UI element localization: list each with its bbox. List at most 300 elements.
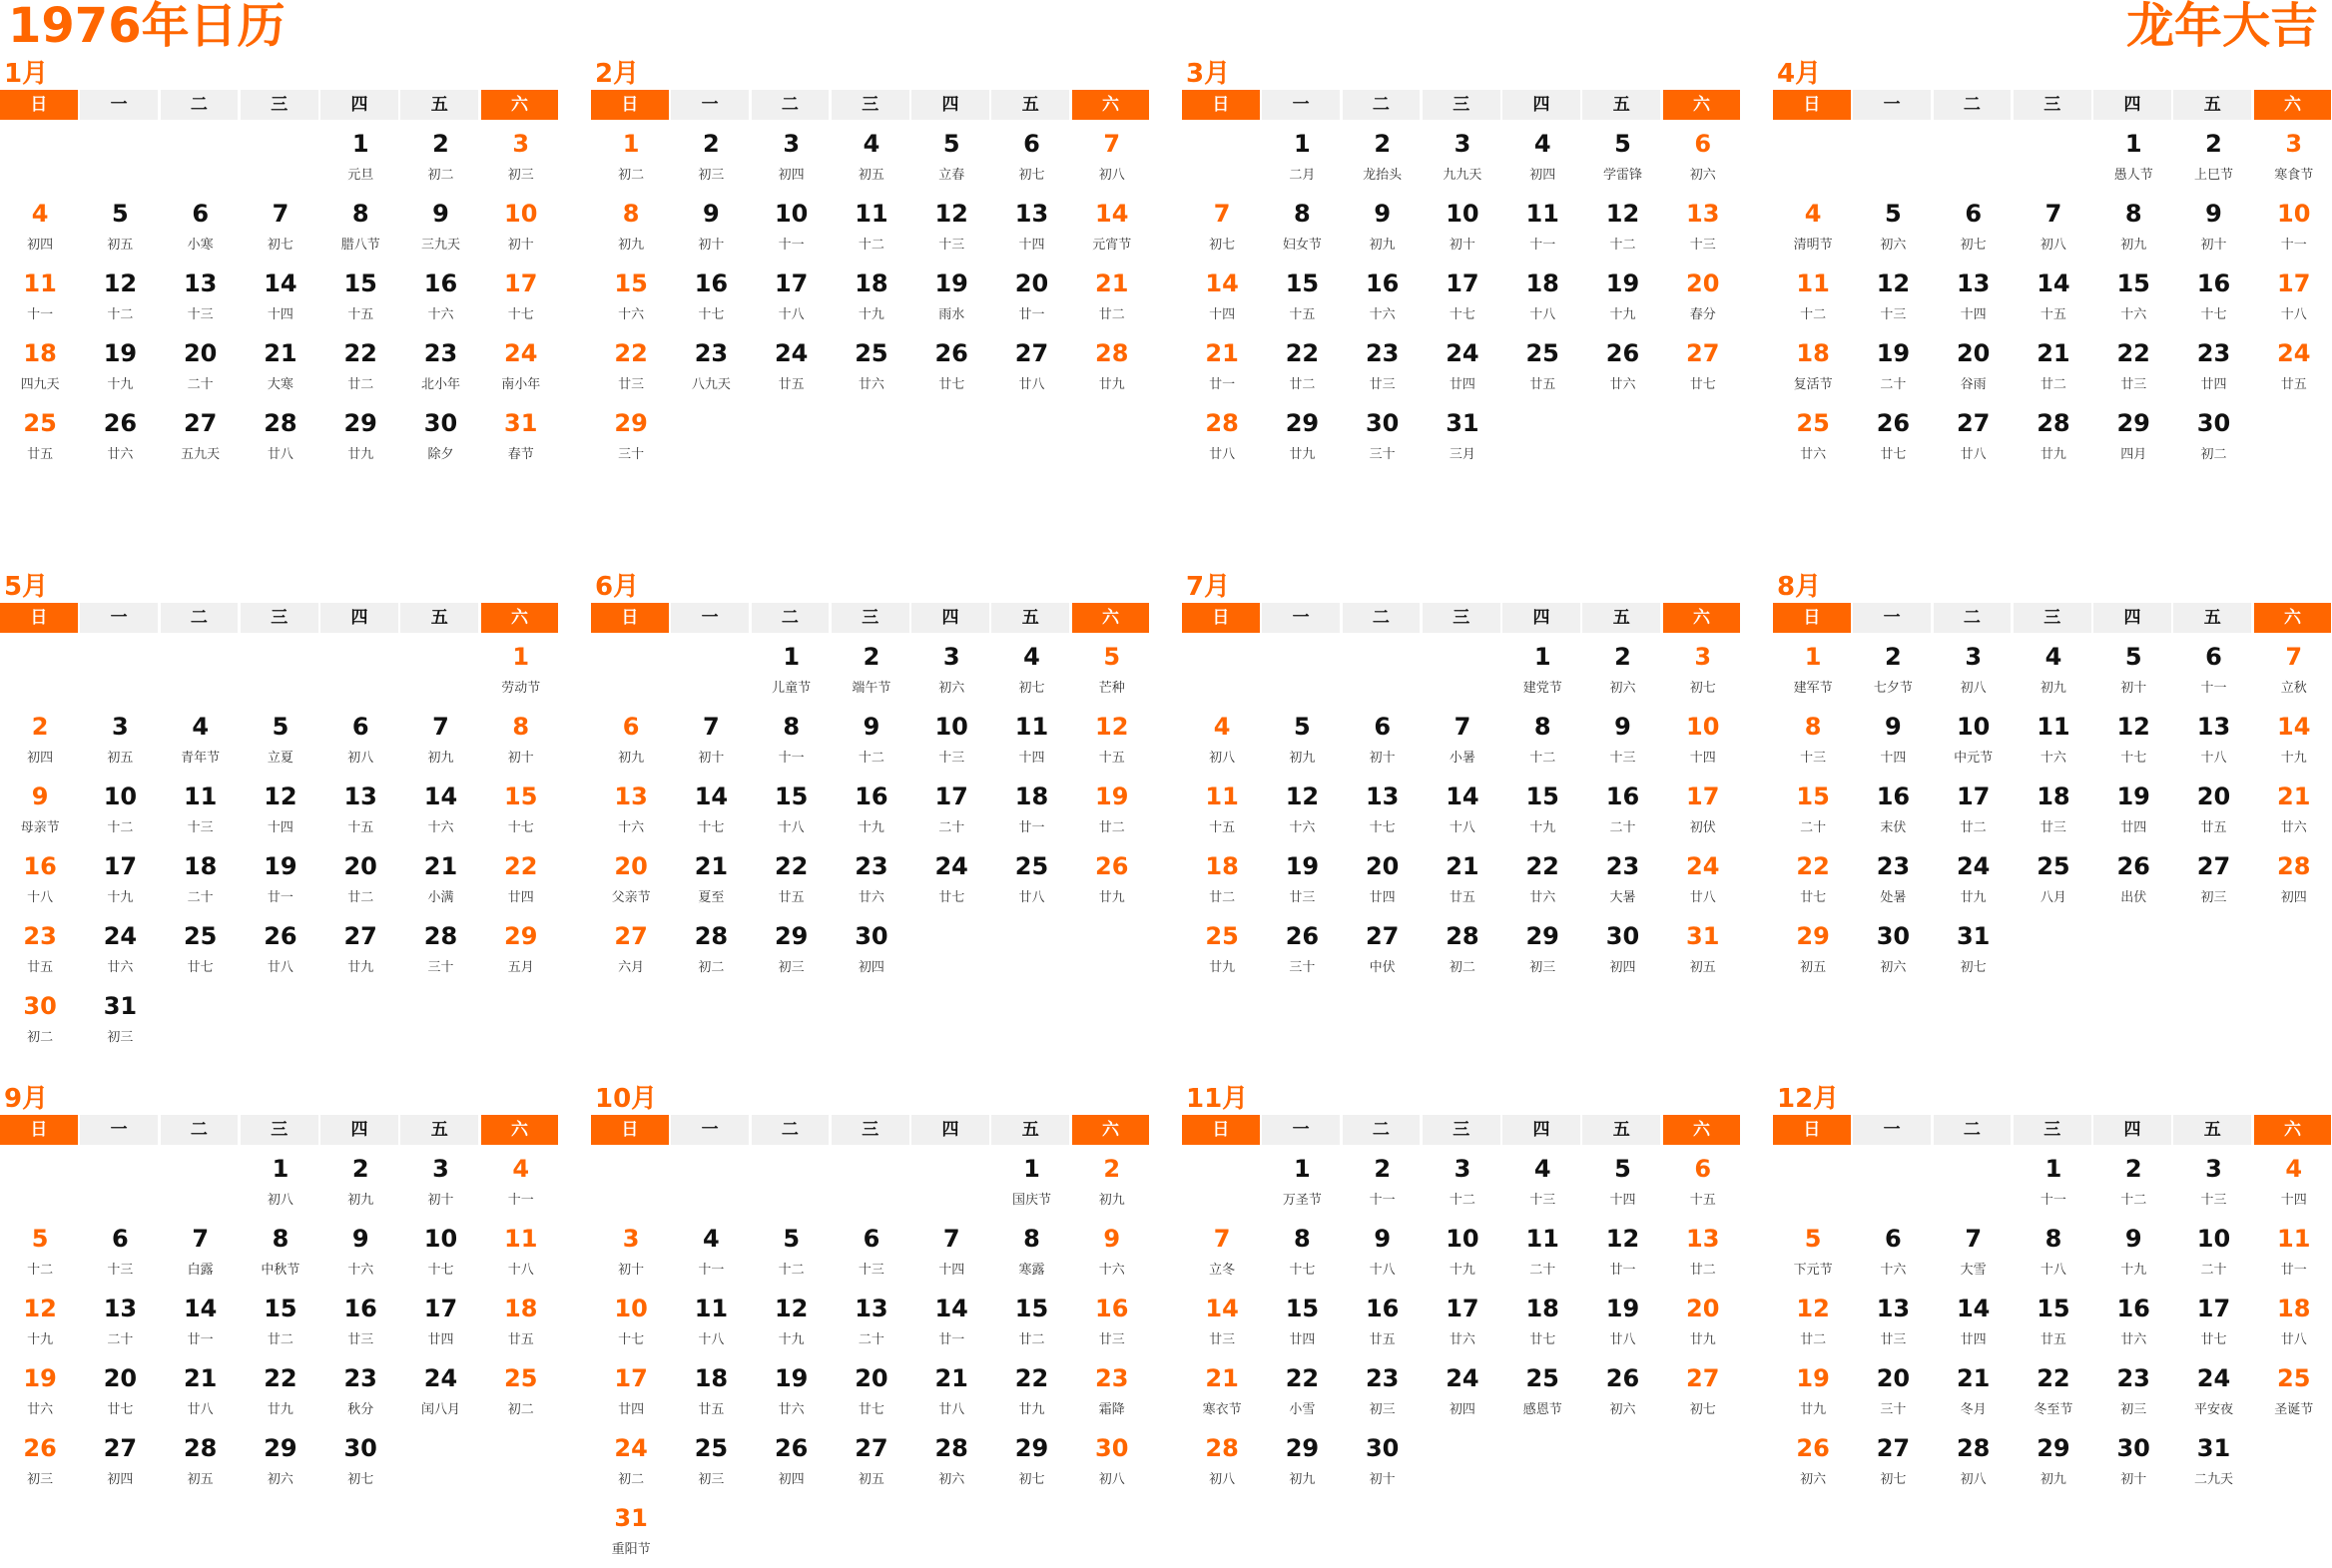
day-cell <box>1663 637 1743 707</box>
day-number: 17 <box>1446 269 1479 297</box>
day-number: 12 <box>1095 713 1129 741</box>
lunar-label: 春节 <box>507 447 534 462</box>
day-number: 14 <box>934 1295 968 1322</box>
day-number: 11 <box>694 1295 729 1322</box>
lunar-label: 南小年 <box>501 377 541 392</box>
day-cell <box>320 333 400 403</box>
day-cell <box>1343 403 1423 473</box>
day-number: 13 <box>103 1295 138 1322</box>
day-number: 26 <box>2116 852 2150 880</box>
day-cell <box>1182 1428 1262 1498</box>
day-cell <box>1934 707 2014 777</box>
day-number: 6 <box>2205 643 2222 671</box>
day-cell <box>1423 916 1502 986</box>
weekday-cell: 五 <box>991 90 1069 120</box>
day-number: 9 <box>1103 1225 1121 1253</box>
lunar-label: 廿七 <box>938 890 965 905</box>
day-number: 31 <box>504 409 538 437</box>
day-number: 18 <box>1205 852 1239 880</box>
lunar-label: 三十 <box>1289 960 1316 975</box>
day-cell <box>2254 263 2332 333</box>
day-cell <box>2254 1149 2332 1219</box>
day-cell <box>1582 707 1662 777</box>
day-cell <box>80 986 160 1056</box>
day-number: 28 <box>264 409 297 437</box>
day-number: 14 <box>1956 1295 1991 1322</box>
day-cell <box>400 1149 480 1219</box>
lunar-label: 十一 <box>2040 1193 2066 1208</box>
day-cell <box>1262 1428 1342 1498</box>
weekday-cell: 二 <box>752 90 830 120</box>
lunar-label: 十三 <box>938 751 965 766</box>
day-number: 29 <box>774 922 809 950</box>
day-cell <box>0 403 80 473</box>
day-cell <box>2014 403 2093 473</box>
day-cell <box>2254 124 2332 194</box>
lunar-label: 重阳节 <box>611 1542 651 1557</box>
day-number: 5 <box>112 200 129 228</box>
day-cell <box>2093 637 2173 707</box>
day-cell <box>1343 707 1423 777</box>
day-number: 26 <box>1605 1364 1640 1392</box>
day-number: 16 <box>2196 269 2231 297</box>
day-cell <box>481 846 561 916</box>
month-label: 7月 <box>1186 572 1231 602</box>
weekday-cell: 五 <box>2173 90 2251 120</box>
lunar-label: 霜降 <box>1098 1402 1125 1417</box>
lunar-label: 五月 <box>507 960 534 975</box>
day-number: 26 <box>1285 922 1320 950</box>
day-cell <box>752 263 832 333</box>
lunar-label: 十四 <box>1880 751 1907 766</box>
day-number: 14 <box>2037 269 2070 297</box>
day-number: 23 <box>23 922 57 950</box>
lunar-label: 初十 <box>2200 238 2227 253</box>
day-cell <box>400 124 480 194</box>
lunar-label: 十九 <box>778 1332 805 1347</box>
weekday-cell: 三 <box>241 90 318 120</box>
day-cell <box>1502 1219 1582 1289</box>
lunar-label: 八月 <box>2040 890 2066 905</box>
day-cell <box>2014 777 2093 846</box>
day-cell <box>161 403 241 473</box>
lunar-label: 廿四 <box>427 1332 454 1347</box>
day-number: 11 <box>1796 269 1830 297</box>
day-number: 27 <box>1876 1434 1911 1462</box>
day-number: 7 <box>1213 1225 1231 1253</box>
day-number: 24 <box>103 922 138 950</box>
month-11 <box>1182 1083 1743 1498</box>
lunar-label: 三十 <box>618 447 645 462</box>
lunar-label: 廿七 <box>107 1402 134 1417</box>
weekday-cell: 日 <box>0 1115 78 1145</box>
lunar-label: 清明节 <box>1793 238 1833 253</box>
day-number: 20 <box>103 1364 138 1392</box>
day-cell <box>0 777 80 846</box>
day-cell <box>2254 1358 2332 1428</box>
weekday-cell: 四 <box>911 90 989 120</box>
day-cell <box>1582 194 1662 263</box>
day-cell <box>2014 1358 2093 1428</box>
lunar-label: 十八 <box>1369 1263 1396 1278</box>
day-number: 3 <box>1454 1155 1471 1183</box>
day-cell <box>752 1428 832 1498</box>
lunar-label: 廿二 <box>1098 307 1125 322</box>
day-cell <box>911 124 991 194</box>
lunar-label: 八九天 <box>691 377 731 392</box>
empty-cell <box>1343 637 1423 707</box>
day-number: 9 <box>1374 200 1392 228</box>
day-cell <box>241 707 320 777</box>
lunar-label: 廿六 <box>107 447 134 462</box>
day-number: 23 <box>1365 339 1400 367</box>
lunar-label: 初四 <box>1609 960 1636 975</box>
day-cell <box>0 1289 80 1358</box>
day-cell <box>2173 1428 2253 1498</box>
lunar-label: 大雪 <box>1960 1263 1987 1278</box>
weekday-cell: 一 <box>671 1115 749 1145</box>
lunar-label: 十五 <box>1098 751 1125 766</box>
day-cell <box>161 707 241 777</box>
day-cell <box>1663 333 1743 403</box>
weekday-cell: 三 <box>832 603 909 633</box>
day-cell <box>320 1428 400 1498</box>
lunar-label: 劳动节 <box>501 681 541 696</box>
lunar-label: 廿五 <box>2280 377 2307 392</box>
day-number: 4 <box>2044 643 2062 671</box>
lunar-label: 三十 <box>1369 447 1396 462</box>
day-cell <box>1582 124 1662 194</box>
day-number: 25 <box>1205 922 1239 950</box>
day-cell <box>1262 1219 1342 1289</box>
day-cell <box>752 194 832 263</box>
day-number: 16 <box>855 783 888 810</box>
day-number: 17 <box>1686 783 1720 810</box>
day-number: 14 <box>1095 200 1129 228</box>
day-cell <box>481 1149 561 1219</box>
day-grid <box>1182 637 1743 986</box>
day-number: 17 <box>2277 269 2311 297</box>
lunar-label: 廿九 <box>1689 1332 1716 1347</box>
lunar-label: 十三 <box>1880 307 1907 322</box>
month-3 <box>1182 58 1743 473</box>
day-number: 10 <box>103 783 138 810</box>
day-cell <box>80 1428 160 1498</box>
day-number: 22 <box>1014 1364 1049 1392</box>
lunar-label: 十二 <box>1609 238 1636 253</box>
lunar-label: 初伏 <box>1689 820 1716 835</box>
lunar-label: 十九 <box>2280 751 2307 766</box>
lunar-label: 十七 <box>507 307 534 322</box>
month-4 <box>1773 58 2332 473</box>
lunar-label: 廿九 <box>1098 377 1125 392</box>
day-cell <box>0 846 80 916</box>
lunar-label: 初四 <box>2280 890 2307 905</box>
empty-cell <box>161 124 241 194</box>
lunar-label: 廿九 <box>347 960 374 975</box>
day-number: 11 <box>1205 783 1239 810</box>
day-cell <box>2173 1289 2253 1358</box>
day-number: 25 <box>855 339 888 367</box>
lunar-label: 二十 <box>187 377 214 392</box>
day-cell <box>80 777 160 846</box>
day-number: 12 <box>1285 783 1320 810</box>
day-cell <box>1423 403 1502 473</box>
lunar-label: 初九 <box>618 238 645 253</box>
day-number: 22 <box>343 339 377 367</box>
day-cell <box>320 1289 400 1358</box>
day-number: 21 <box>1956 1364 1991 1392</box>
day-grid <box>591 124 1152 473</box>
lunar-label: 初五 <box>1689 960 1716 975</box>
day-number: 21 <box>2277 783 2311 810</box>
day-cell <box>832 707 911 777</box>
day-cell <box>161 777 241 846</box>
lunar-label: 十五 <box>1209 820 1236 835</box>
day-cell <box>481 707 561 777</box>
lunar-label: 廿九 <box>1289 447 1316 462</box>
lunar-label: 四九天 <box>20 377 60 392</box>
day-number: 24 <box>2196 1364 2231 1392</box>
lunar-label: 廿二 <box>347 377 374 392</box>
empty-cell <box>0 124 80 194</box>
lunar-label: 十六 <box>1098 1263 1125 1278</box>
lunar-label: 初十 <box>698 238 725 253</box>
day-number: 4 <box>1023 643 1040 671</box>
day-cell <box>161 263 241 333</box>
lunar-label: 小满 <box>427 890 454 905</box>
day-cell <box>591 1498 671 1568</box>
lunar-label: 初十 <box>427 1193 454 1208</box>
lunar-label: 末伏 <box>1880 820 1907 835</box>
day-number: 28 <box>2277 852 2311 880</box>
weekday-cell: 一 <box>80 603 158 633</box>
lunar-label: 初四 <box>858 960 884 975</box>
lunar-label: 廿一 <box>1209 377 1236 392</box>
day-number: 27 <box>1014 339 1049 367</box>
day-cell <box>1343 1289 1423 1358</box>
day-number: 4 <box>863 130 880 158</box>
day-cell <box>591 846 671 916</box>
empty-cell <box>1934 1149 2014 1219</box>
lunar-label: 十三 <box>938 238 965 253</box>
lunar-label: 十三 <box>1800 751 1827 766</box>
day-number: 19 <box>23 1364 57 1392</box>
day-number: 25 <box>694 1434 729 1462</box>
day-number: 3 <box>112 713 129 741</box>
day-cell <box>1934 1219 2014 1289</box>
day-number: 10 <box>423 1225 458 1253</box>
lunar-label: 廿八 <box>267 960 293 975</box>
weekday-cell: 六 <box>1663 1115 1741 1145</box>
day-number: 1 <box>1804 643 1822 671</box>
lunar-label: 初五 <box>107 238 134 253</box>
lunar-label: 大寒 <box>267 377 293 392</box>
lunar-label: 十三 <box>2200 1193 2227 1208</box>
day-cell <box>320 403 400 473</box>
lunar-label: 初二 <box>1449 960 1475 975</box>
day-cell <box>2173 1149 2253 1219</box>
day-cell <box>1072 194 1152 263</box>
weekday-header <box>0 90 561 120</box>
day-cell <box>832 637 911 707</box>
day-number: 3 <box>1454 130 1471 158</box>
weekday-cell: 二 <box>752 1115 830 1145</box>
weekday-header <box>1182 90 1743 120</box>
weekday-cell: 五 <box>1582 1115 1660 1145</box>
lunar-label: 廿二 <box>1689 1263 1716 1278</box>
day-number: 8 <box>1294 1225 1311 1253</box>
day-cell <box>1343 1428 1423 1498</box>
weekday-cell: 二 <box>1343 603 1421 633</box>
day-cell <box>832 194 911 263</box>
lunar-label: 廿九 <box>1960 890 1987 905</box>
day-number: 27 <box>1686 339 1720 367</box>
day-cell <box>671 333 751 403</box>
lunar-label: 初三 <box>778 960 805 975</box>
day-cell <box>1502 333 1582 403</box>
day-number: 17 <box>103 852 138 880</box>
day-number: 10 <box>1446 1225 1479 1253</box>
day-number: 10 <box>934 713 968 741</box>
lunar-label: 二十 <box>1609 820 1636 835</box>
day-number: 9 <box>351 1225 369 1253</box>
day-cell <box>591 1289 671 1358</box>
day-cell <box>1773 403 1853 473</box>
day-number: 31 <box>1686 922 1720 950</box>
month-label: 1月 <box>4 59 49 89</box>
day-number: 16 <box>1365 1295 1400 1322</box>
day-number: 13 <box>183 269 218 297</box>
day-number: 21 <box>934 1364 968 1392</box>
day-number: 18 <box>1014 783 1049 810</box>
day-number: 28 <box>1446 922 1479 950</box>
day-cell <box>1502 194 1582 263</box>
lunar-label: 愚人节 <box>2113 168 2153 183</box>
day-cell <box>1773 916 1853 986</box>
day-number: 1 <box>1023 1155 1040 1183</box>
weekday-cell: 一 <box>80 90 158 120</box>
day-number: 11 <box>504 1225 538 1253</box>
day-cell <box>1773 1219 1853 1289</box>
day-cell <box>0 194 80 263</box>
lunar-label: 中元节 <box>1954 751 1994 766</box>
day-number: 26 <box>1796 1434 1830 1462</box>
day-number: 20 <box>183 339 218 367</box>
lunar-label: 初八 <box>267 1193 293 1208</box>
lunar-label: 十四 <box>267 820 293 835</box>
day-cell <box>1262 777 1342 846</box>
lunar-label: 十六 <box>618 307 645 322</box>
lunar-label: 廿八 <box>938 1402 965 1417</box>
day-cell <box>400 1219 480 1289</box>
day-cell <box>832 777 911 846</box>
lunar-label: 平安夜 <box>2193 1402 2233 1417</box>
day-cell <box>1934 777 2014 846</box>
weekday-cell: 四 <box>911 1115 989 1145</box>
day-cell <box>991 1289 1071 1358</box>
lunar-label: 十六 <box>1289 820 1316 835</box>
day-number: 16 <box>2116 1295 2150 1322</box>
day-number: 7 <box>1213 200 1231 228</box>
lunar-label: 十五 <box>347 820 374 835</box>
day-number: 29 <box>1285 1434 1320 1462</box>
lunar-label: 四月 <box>2120 447 2147 462</box>
day-number: 8 <box>351 200 369 228</box>
lunar-label: 立春 <box>938 168 965 183</box>
day-cell <box>591 777 671 846</box>
day-cell <box>752 1219 832 1289</box>
day-cell <box>400 1358 480 1428</box>
weekday-cell: 四 <box>320 1115 398 1145</box>
weekday-cell: 一 <box>671 90 749 120</box>
lunar-label: 十七 <box>2120 751 2147 766</box>
lunar-label: 十八 <box>507 1263 534 1278</box>
lunar-label: 圣诞节 <box>2274 1402 2314 1417</box>
lunar-label: 廿二 <box>2040 377 2066 392</box>
day-cell <box>161 194 241 263</box>
weekday-cell: 四 <box>1502 90 1580 120</box>
lunar-label: 廿九 <box>1018 1402 1045 1417</box>
lunar-label: 廿七 <box>938 377 965 392</box>
lunar-label: 腊八节 <box>340 238 380 253</box>
empty-cell <box>80 1149 160 1219</box>
day-number: 23 <box>1876 852 1911 880</box>
day-number: 21 <box>1095 269 1129 297</box>
weekday-cell: 五 <box>2173 603 2251 633</box>
day-number: 1 <box>272 1155 290 1183</box>
empty-cell <box>161 637 241 707</box>
weekday-cell: 三 <box>2014 603 2091 633</box>
day-cell <box>1182 777 1262 846</box>
day-number: 28 <box>1956 1434 1991 1462</box>
lunar-label: 初四 <box>27 751 54 766</box>
lunar-label: 廿七 <box>1529 1332 1556 1347</box>
day-number: 9 <box>703 200 720 228</box>
weekday-cell: 五 <box>1582 603 1660 633</box>
day-cell <box>2254 194 2332 263</box>
lunar-label: 十七 <box>698 820 725 835</box>
weekday-cell: 六 <box>481 603 559 633</box>
empty-cell <box>1853 124 1933 194</box>
day-cell <box>911 1219 991 1289</box>
lunar-label: 九九天 <box>1443 168 1482 183</box>
day-number: 22 <box>1285 1364 1320 1392</box>
day-number: 1 <box>783 643 801 671</box>
day-number: 18 <box>1525 269 1559 297</box>
lunar-label: 立秋 <box>2280 681 2307 696</box>
lunar-label: 廿五 <box>2040 1332 2066 1347</box>
day-cell <box>671 1219 751 1289</box>
lunar-label: 廿二 <box>1289 377 1316 392</box>
day-cell <box>1262 263 1342 333</box>
day-cell <box>671 194 751 263</box>
lunar-label: 十九 <box>858 307 884 322</box>
weekday-cell: 一 <box>80 1115 158 1145</box>
day-cell <box>1262 846 1342 916</box>
day-number: 5 <box>31 1225 49 1253</box>
lunar-label: 廿五 <box>1529 377 1556 392</box>
day-number: 13 <box>343 783 377 810</box>
lunar-label: 十五 <box>1289 307 1316 322</box>
day-number: 5 <box>2124 643 2142 671</box>
lunar-label: 十九 <box>1609 307 1636 322</box>
day-number: 14 <box>1205 269 1239 297</box>
day-cell <box>2173 637 2253 707</box>
day-number: 12 <box>934 200 968 228</box>
lunar-label: 十八 <box>778 307 805 322</box>
day-number: 30 <box>2196 409 2231 437</box>
